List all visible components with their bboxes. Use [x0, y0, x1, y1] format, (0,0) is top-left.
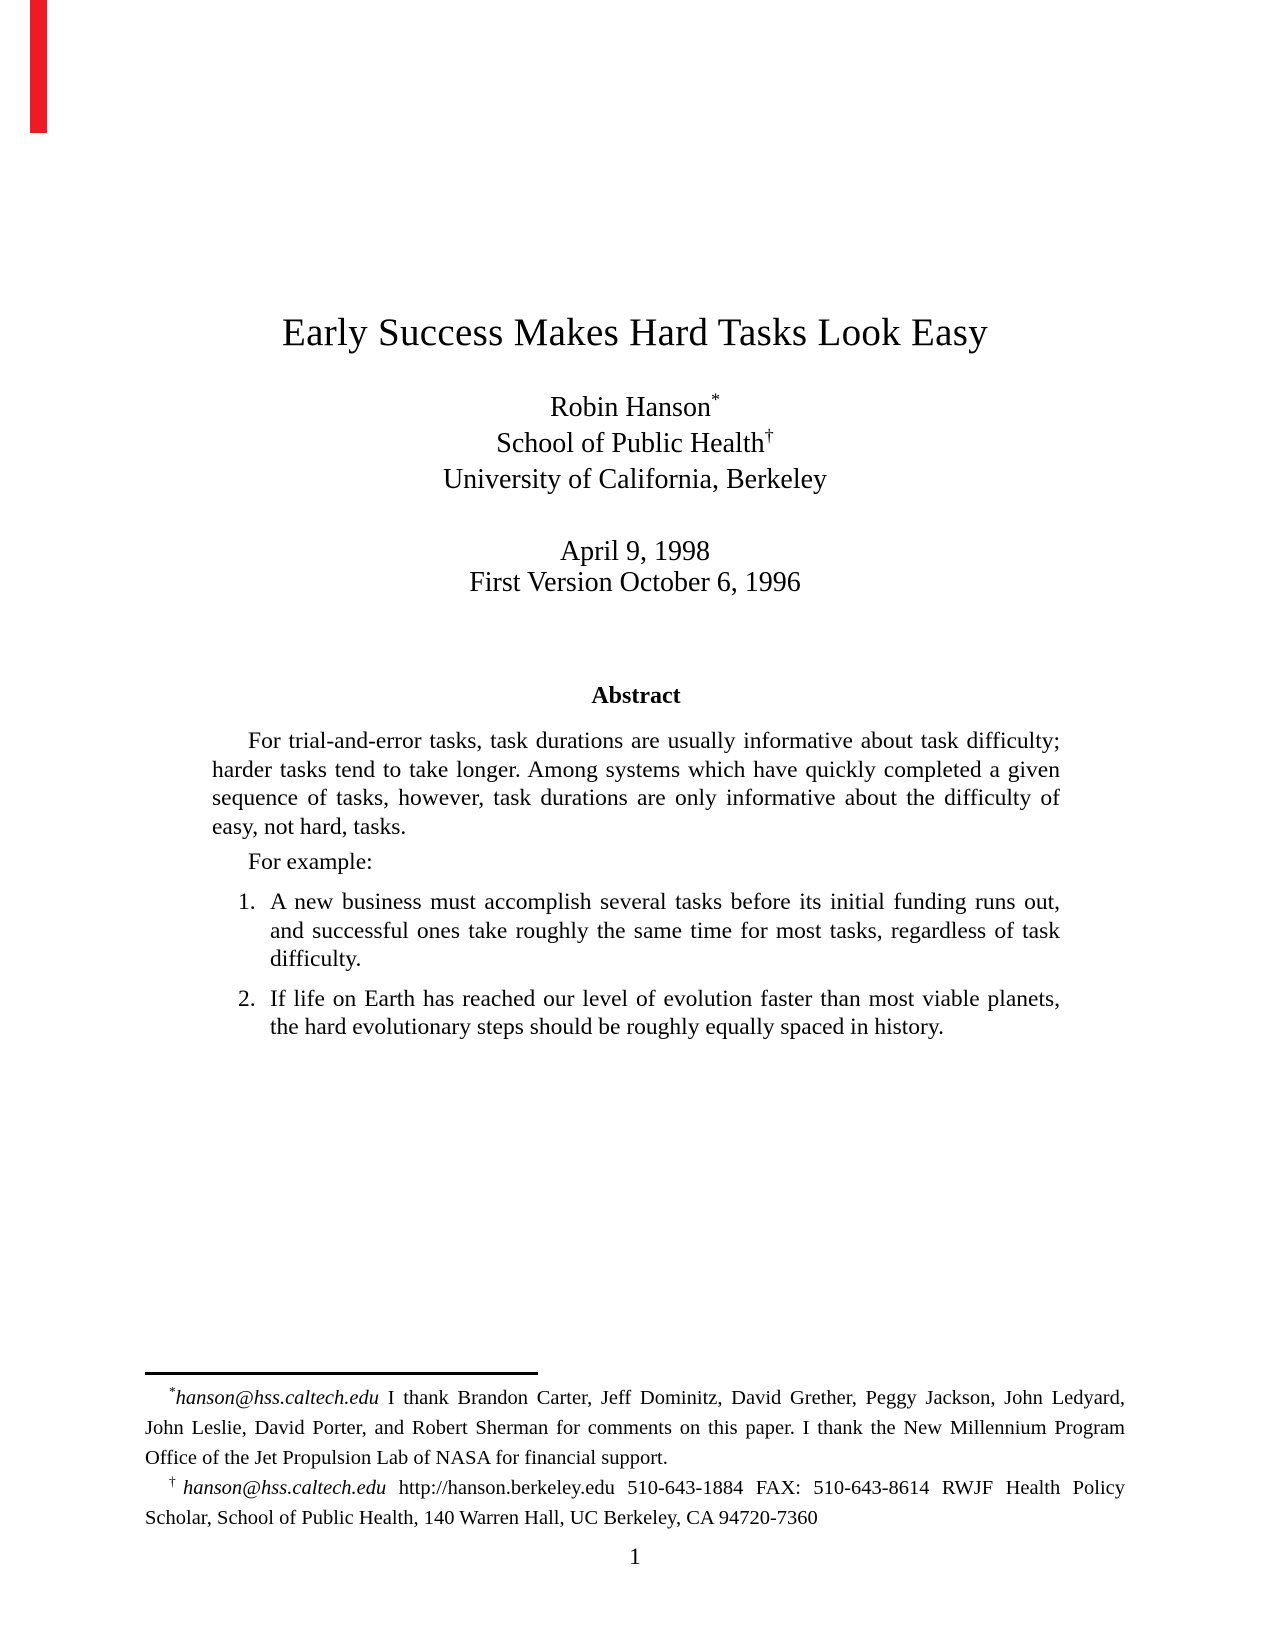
page-number: 1	[629, 1544, 641, 1569]
example-item-number: 1.	[238, 889, 256, 916]
example-list	[212, 888, 1060, 1041]
footnote-section	[145, 1372, 1125, 1533]
footnote-email: hanson@hss.caltech.edu	[175, 1387, 379, 1409]
footnote-marker: †	[169, 1474, 183, 1490]
abstract-paragraph: For trial-and-error tasks, task durations are usually informative about task difficulty; harder tasks tend to take longer. Among systems which have quickly completed a given sequence of tasks, however, task durations are only informative about the difficulty of easy, not hard, tasks.	[212, 728, 1060, 840]
affiliation-footnote-marker: †	[764, 425, 774, 446]
footnote	[145, 1383, 1125, 1473]
red-edge-marker	[30, 0, 47, 133]
footnote	[145, 1473, 1125, 1533]
date-line: April 9, 1998	[559, 536, 711, 567]
author-name: Robin Hanson	[549, 392, 711, 423]
affiliation-university: University of California, Berkeley	[442, 464, 828, 495]
paper-title: Early Success Makes Hard Tasks Look Easy	[281, 311, 989, 354]
date-block	[145, 536, 1125, 598]
example-item	[212, 985, 1060, 1042]
example-item-number: 2.	[238, 985, 256, 1012]
abstract-section	[212, 682, 1060, 1041]
author-footnote-marker: *	[710, 389, 721, 410]
example-lead: For example:	[248, 849, 373, 876]
example-item-text: A new business must accomplish several tasks before its initial funding runs out, and successful ones take roughly the same time for most tasks, regardless of task difficulty.	[270, 889, 1060, 973]
example-item	[212, 888, 1060, 973]
abstract-heading: Abstract	[591, 683, 681, 709]
affiliation-school: School of Public Health	[496, 428, 765, 459]
example-item-text: If life on Earth has reached our level of evolution faster than most viable planets, the hard evolutionary steps should be roughly equally spaced in history.	[270, 985, 1060, 1041]
footnote-rule	[145, 1372, 538, 1375]
footnote-marker: *	[169, 1384, 176, 1400]
footnote-email: hanson@hss.caltech.edu	[182, 1477, 387, 1499]
footnote-text: http://hanson.berkeley.edu 510-643-1884 FAX: 510-643-8614 RWJF Health Policy Scholar, School of Public Health, 140 Warren Hall, UC Berkeley, CA 94720-7360	[145, 1477, 1126, 1529]
first-version-line: First Version October 6, 1996	[469, 567, 801, 598]
affiliation-school-line	[145, 426, 1125, 462]
author-block	[145, 390, 1125, 498]
footnote-text: I thank Brandon Carter, Jeff Dominitz, David Grether, Peggy Jackson, John Ledyard, John Leslie, David Porter, and Robert Sherman for comments on this paper. I thank the New Millennium Program Office of the Jet Propulsion Lab of NASA for financial support.	[145, 1387, 1125, 1469]
author-name-line	[145, 390, 1125, 426]
